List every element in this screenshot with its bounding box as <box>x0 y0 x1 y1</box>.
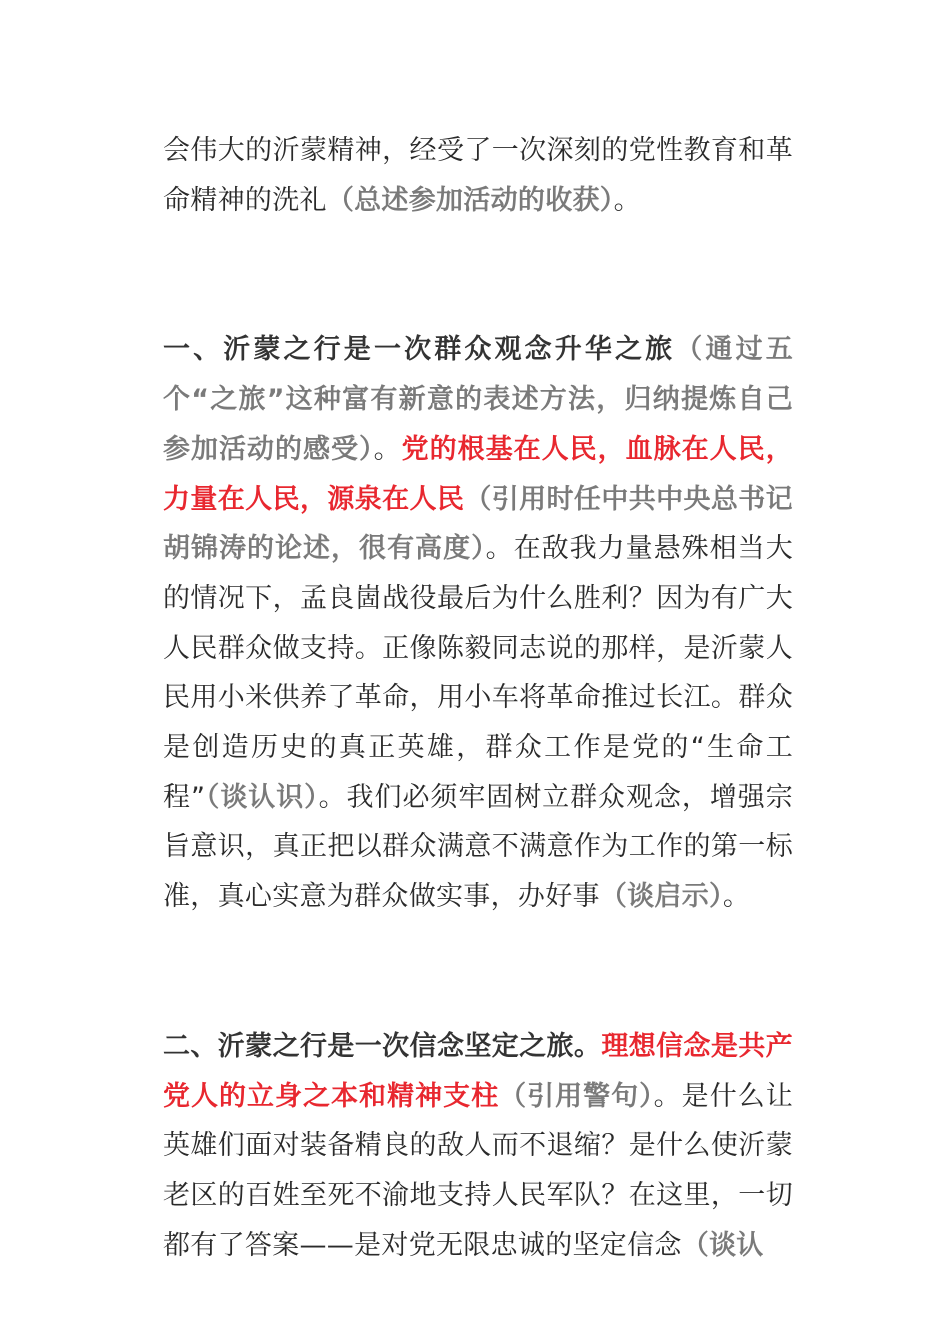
annotation-note: （总述参加活动的收获） <box>326 184 614 216</box>
body-text: 。在敌我力量悬殊相当大的情况下，孟良崮战役最后为什么胜利？因为有广大人民群众做支持。正像陈毅同志说的那样，是沂蒙人民用小米供养了革命，用小车将革命推过长江。群众是创造历史的真正英雄，群众工作是党的“生命工程” <box>163 533 793 813</box>
section-heading: 一、沂蒙之行是一次群众观念升华之旅 <box>163 334 676 366</box>
body-text: 。 <box>373 433 402 465</box>
annotation-note: （谈认识） <box>205 781 319 813</box>
paragraph-section-one <box>163 325 793 921</box>
section-heading: 二、沂蒙之行是一次信念坚定之旅。 <box>163 1030 602 1062</box>
body-text: 。 <box>613 184 641 216</box>
body-text: 。是什么让英雄们面对装备精良的敌人而不退缩？是什么使沂蒙老区的百姓至死不渝地支持人民军队？在这里，一切都有了答案——是对党无限忠诚的坚定信念 <box>163 1080 794 1261</box>
body-text: 。 <box>722 881 751 913</box>
paragraph-section-two <box>163 1022 793 1271</box>
annotation-note: （谈认 <box>681 1229 764 1261</box>
body-text: 。我们必须牢固树立群众观念，增强宗旨意识，真正把以群众满意不满意作为工作的第一标准，真心实意为群众做实事，办好事 <box>163 781 794 913</box>
document-page <box>163 126 793 1270</box>
annotation-note: （谈启示） <box>599 881 723 913</box>
annotation-note: （引用警句） <box>499 1080 654 1112</box>
body-text: 会伟大的沂蒙精神，经受了一次深刻的党性教育和革命精神的洗礼 <box>163 135 793 216</box>
annotation-note: （通过五个“之旅”这种富有新意的表述方法，归纳提炼自己参加活动的感受） <box>163 334 793 465</box>
highlight-quote: 党的根基在人民，血脉在人民，力量在人民，源泉在人民 <box>163 433 793 515</box>
annotation-note: （引用时任中共中央总书记胡锦涛的论述，很有高度） <box>163 483 793 565</box>
paragraph-summary <box>163 126 793 225</box>
highlight-quote: 理想信念是共产党人的立身之本和精神支柱 <box>163 1030 793 1112</box>
